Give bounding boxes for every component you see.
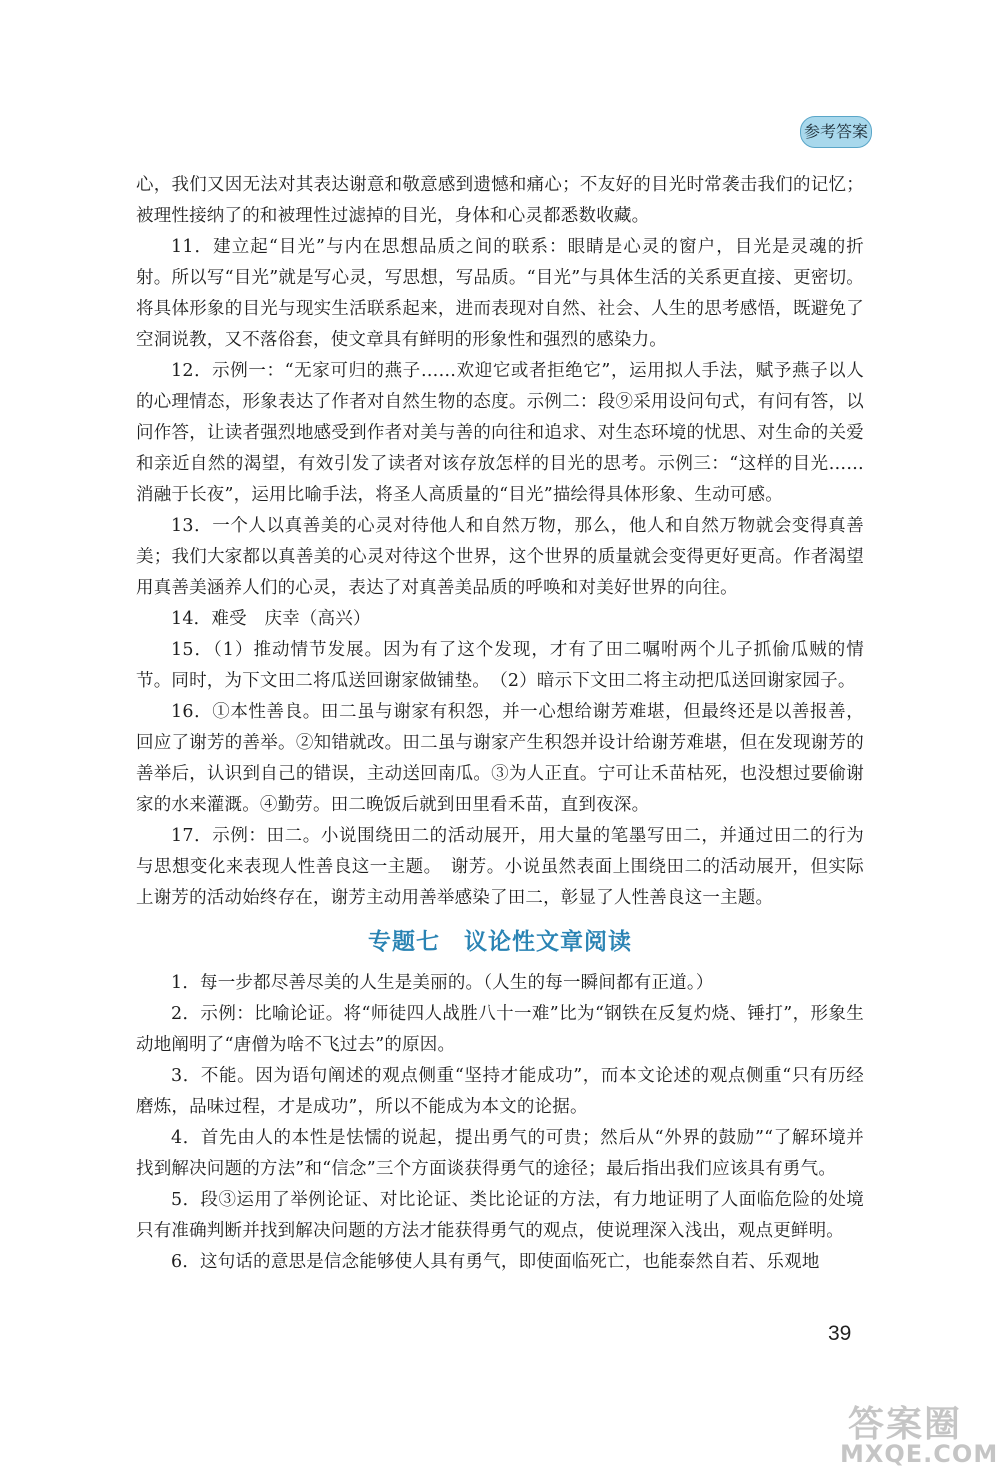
answer-paragraph: 11．建立起“目光”与内在思想品质之间的联系：眼睛是心灵的窗户，目光是灵魂的折射。所以写“目光”就是写心灵，写思想，写品质。“目光”与具体生活的关系更直接、更密切。将具体形象的目光与现实生活联系起来，进而表现对自然、社会、人生的思考感悟，既避免了空洞说教，又不落俗套，使文章具有鲜明的形象性和强烈的感染力。 (136, 237, 864, 350)
answer-paragraph: 3．不能。因为语句阐述的观点侧重“坚持才能成功”，而本文论述的观点侧重“只有历经磨炼，品味过程，才是成功”，所以不能成为本文的论据。 (136, 1066, 864, 1117)
answer-paragraph: 14．难受 庆幸（高兴） (171, 609, 371, 629)
page-content (136, 170, 864, 1278)
watermark-top-text: 答案圈 (848, 1404, 963, 1445)
answer-paragraph: 12．示例一：“无家可归的燕子……欢迎它或者拒绝它”，运用拟人手法，赋予燕子以人的心理情态，形象表达了作者对自然生物的态度。示例二：段⑨采用设问句式，有问有答，以问作答，让读者强烈地感受到作者对美与善的向往和追求、对生态环境的忧思、对生命的关爱和亲近自然的渴望，有效引发了读者对该存放怎样的目光的思考。示例三：“这样的目光……消融于长夜”，运用比喻手法，将圣人高质量的“目光”描绘得具体形象、生动可感。 (136, 361, 864, 505)
answer-paragraph: 17．示例：田二。小说围绕田二的活动展开，用大量的笔墨写田二，并通过田二的行为与思想变化来表现人性善良这一主题。 谢芳。小说虽然表面上围绕田二的活动展开，但实际上谢芳的活动始终存在，谢芳主动用善举感染了田二，彰显了人性善良这一主题。 (136, 826, 864, 908)
answer-paragraph: 15．（1）推动情节发展。因为有了这个发现，才有了田二嘱咐两个儿子抓偷瓜贼的情节。同时，为下文田二将瓜送回谢家做铺垫。 （2）暗示下文田二将主动把瓜送回谢家园子。 (136, 640, 864, 691)
answer-section-top (136, 170, 864, 914)
answer-paragraph: 5．段③运用了举例论证、对比论证、类比论证的方法，有力地证明了人面临危险的处境只有准确判断并找到解决问题的方法才能获得勇气的观点，使说理深入浅出，观点更鲜明。 (136, 1190, 864, 1241)
watermark-logo (838, 1392, 998, 1478)
section-title: 专题七 议论性文章阅读 (368, 929, 632, 955)
answer-section-bottom (136, 968, 864, 1278)
answer-paragraph: 2．示例：比喻论证。将“师徒四人战胜八十一难”比为“钢铁在反复灼烧、锤打”，形象生动地阐明了“唐僧为啥不飞过去”的原因。 (136, 1004, 864, 1055)
watermark-bottom-text: MXQE.COM (840, 1440, 999, 1468)
answer-paragraph: 4．首先由人的本性是怯懦的说起，提出勇气的可贵；然后从“外界的鼓励”“了解环境并找到解决问题的方法”和“信念”三个方面谈获得勇气的途径；最后指出我们应该具有勇气。 (136, 1128, 864, 1179)
answer-paragraph: 6．这句话的意思是信念能够使人具有勇气，即使面临死亡，也能泰然自若、乐观地 (171, 1252, 820, 1272)
answer-key-tag: 参考答案 (800, 116, 872, 148)
answer-paragraph: 心，我们又因无法对其表达谢意和敬意感到遗憾和痛心；不友好的目光时常袭击我们的记忆；被理性接纳了的和被理性过滤掉的目光，身体和心灵都悉数收藏。 (136, 175, 864, 226)
answer-paragraph: 1．每一步都尽善尽美的人生是美丽的。（人生的每一瞬间都有正道。） (171, 973, 714, 993)
answer-paragraph: 13．一个人以真善美的心灵对待他人和自然万物，那么，他人和自然万物就会变得真善美；我们大家都以真善美的心灵对待这个世界，这个世界的质量就会变得更好更高。作者渴望用真善美涵养人们的心灵，表达了对真善美品质的呼唤和对美好世界的向往。 (136, 516, 864, 598)
page-number: 39 (828, 1322, 852, 1345)
answer-paragraph: 16．①本性善良。田二虽与谢家有积怨，并一心想给谢芳难堪，但最终还是以善报善，回应了谢芳的善举。②知错就改。田二虽与谢家产生积怨并设计给谢芳难堪，但在发现谢芳的善举后，认识到自己的错误，主动送回南瓜。③为人正直。宁可让禾苗枯死，也没想过要偷谢家的水来灌溉。④勤劳。田二晚饭后就到田里看禾苗，直到夜深。 (136, 702, 864, 815)
